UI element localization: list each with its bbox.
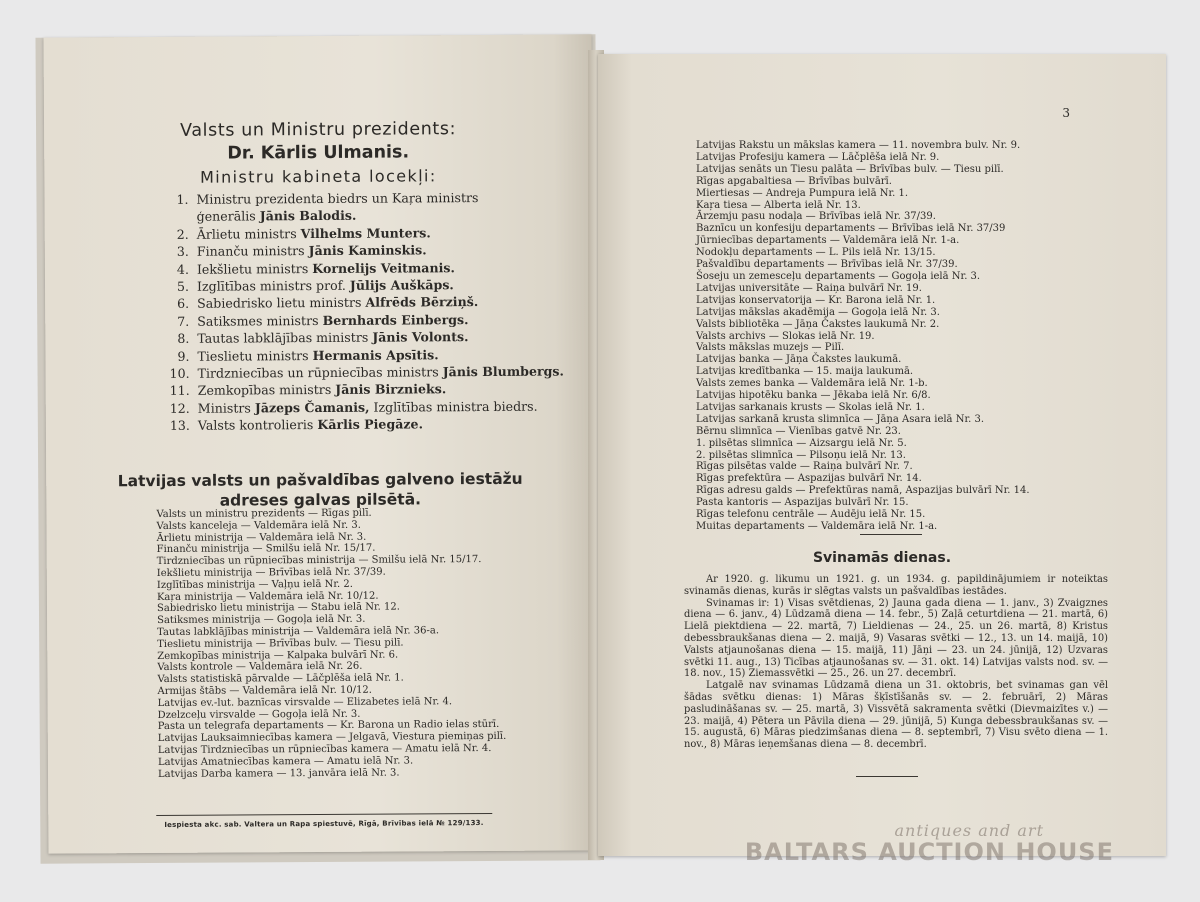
- address-line: Nodokļu departaments — L. Pils ielā Nr. 13/15.: [696, 247, 936, 259]
- minister-text: [197, 242, 427, 261]
- minister-number: 8.: [177, 331, 190, 347]
- minister-text: [198, 416, 423, 435]
- minister-text: [197, 346, 438, 365]
- minister-name: Jūlijs Auškāps.: [349, 277, 454, 293]
- minister-text: [197, 276, 454, 295]
- minister-text: [196, 189, 478, 208]
- page-number: 3: [1062, 106, 1070, 120]
- minister-number: 9.: [177, 348, 190, 364]
- address-line: Zemkopības ministrija — Kalpaka bulvārī Nr. 6.: [157, 649, 399, 662]
- minister-role: Ārlietu ministrs: [196, 225, 301, 242]
- address-line: Latvijas Tirdzniecības un rūpniecības kamera — Amatu ielā Nr. 4.: [157, 742, 492, 756]
- minister-role: Zemkopības ministrs: [197, 382, 336, 399]
- minister-number: 7.: [177, 313, 190, 329]
- holidays-text: [684, 574, 1108, 751]
- address-line: Rīgas adresu galds — Prefektūras namā, Aspazijas bulvārī Nr. 14.: [696, 485, 1030, 497]
- left-page: [44, 34, 597, 853]
- address-line: Pasta kantoris — Aspazijas bulvārī Nr. 15.: [696, 497, 909, 509]
- minister-role: Izglītības ministrs prof.: [196, 277, 350, 294]
- address-line: Latvijas sarkanā krusta slimnīca — Jāņa Asara ielā Nr. 3.: [696, 413, 985, 425]
- address-line: Latvijas Lauksaimniecības kamera — Jelgavā, Viestura piemiņas pilī.: [157, 731, 507, 745]
- address-line: Latvijas Darba kamera — 13. janvāra ielā Nr. 3.: [157, 767, 400, 780]
- minister-role-suffix: Izglītības ministra biedrs.: [369, 398, 538, 415]
- address-line: Dzelzceļu virsvalde — Gogoļa ielā Nr. 3.: [157, 708, 361, 721]
- address-line: Rīgas apgabaltiesa — Brīvības bulvārī.: [696, 175, 892, 187]
- addresses-list-right: [696, 140, 1136, 533]
- address-line: Jūrniecības departaments — Valdemāra ielā Nr. 1-a.: [696, 235, 960, 247]
- minister-name: Hermanis Apsītis.: [312, 346, 439, 363]
- minister-role: Ministrs: [197, 400, 255, 416]
- address-line: Tautas labklājības ministrija — Valdemāra ielā Nr. 36-a.: [157, 625, 440, 638]
- minister-text: [197, 293, 478, 312]
- minister-name: Alfrēds Bērziņš.: [365, 294, 479, 311]
- minister-name: Jānis Balodis.: [259, 208, 357, 224]
- minister-number: 5.: [176, 278, 190, 294]
- minister-role: Ministru prezidenta biedrs un Kaŗa ministrs: [196, 190, 479, 207]
- minister-number: 1.: [176, 191, 189, 207]
- holidays-paragraph: Ar 1920. g. likumu un 1921. g. un 1934. g. papildinājumiem ir noteiktas svinamās dienas, kurās ir slēgtas valsts un pašvaldības iestādes.: [684, 574, 1108, 597]
- section-divider-bottom: [856, 776, 918, 777]
- address-line: Valsts zemes banka — Valdemāra ielā Nr. 1-b.: [696, 378, 928, 390]
- minister-name: Jānis Blumbergs.: [442, 363, 564, 380]
- address-line: Finanču ministrija — Smilšu ielā Nr. 15/17.: [156, 543, 376, 556]
- minister-number: 3.: [176, 244, 189, 260]
- holidays-paragraph: Svinamas ir: 1) Visas svētdienas, 2) Jauna gada diena — 1. janv., 3) Zvaigznes diena — 6. janv., 4) Lūdzamā diena — 14. febr., 5) Zaļā ceturtdiena — 21. martā, 6) Lielā piektdiena — 22. martā, 7) Lieldienas — 24., 25. un 26. martā, 8) Kristus debessbraukšanas diena — 2. maijā, 9) Vasaras svētki — 12., 13. un 14. maijā, 10) Valsts atjaunošanas diena — 15. maijā, 11) Jāņi — 23. un 24. jūnijā, 12) Uzvaras svētki 11. aug., 13) Ticības atjaunošanas sv. — 31. okt. 14) Latvijas valsts nod. sv. — 18. nov., 15) Ziemassvētki — 25., 26. un 27. decembrī.: [684, 597, 1108, 680]
- watermark-tagline: antiques and art: [894, 821, 1044, 840]
- address-line: Latvijas banka — Jāņa Čakstes laukumā.: [696, 354, 902, 366]
- address-line: Baznīcu un konfesiju departaments — Brīvības ielā Nr. 37/39: [696, 223, 1006, 235]
- addresses-heading-line2: adreses galvas pilsētā.: [219, 490, 422, 510]
- heading-president-name: Dr. Kārlis Ulmanis.: [227, 142, 410, 164]
- address-line: Miertiesas — Andreja Pumpura ielā Nr. 1.: [696, 187, 909, 199]
- address-line: Valsts kanceleja — Valdemāra ielā Nr. 3.: [156, 519, 361, 532]
- minister-number: 4.: [176, 261, 189, 277]
- address-line: Kaŗa ministrija — Valdemāra ielā Nr. 10/12.: [156, 590, 379, 603]
- minister-number: 12.: [169, 400, 190, 416]
- addresses-heading-line1: Latvijas valsts un pašvaldības galveno iestāžu: [117, 469, 523, 491]
- heading-president-title: Valsts un Ministru prezidents:: [180, 119, 457, 141]
- address-line: Valsts kontrole — Valdemāra ielā Nr. 26.: [157, 661, 363, 674]
- minister-text: [197, 224, 431, 243]
- holidays-heading: Svinamās dienas.: [812, 550, 952, 566]
- minister-name: Kornelijs Veitmanis.: [312, 259, 455, 276]
- addresses-heading: [46, 468, 594, 511]
- minister-row: [162, 397, 582, 417]
- minister-row: [162, 415, 582, 435]
- address-line: Muitas departaments — Valdemāra ielā Nr. 1-a.: [696, 521, 938, 532]
- minister-role: Tautas labklājības ministrs: [197, 329, 373, 346]
- address-line: Pašvaldību departaments — Brīvības ielā Nr. 37/39.: [696, 259, 958, 271]
- address-line: Rīgas telefonu centrāle — Audēju ielā Nr. 15.: [696, 509, 926, 521]
- minister-text: [197, 311, 468, 330]
- address-line: Armijas štābs — Valdemāra ielā Nr. 10/12.: [157, 684, 372, 697]
- address-line: Latvijas sarkanais krusts — Skolas ielā Nr. 1.: [696, 401, 925, 413]
- address-line: Sabiedrisko lietu ministrija — Stabu ielā Nr. 12.: [156, 601, 400, 615]
- imprint-rule: [156, 813, 492, 816]
- minister-name: Jāzeps Čamanis,: [254, 399, 370, 416]
- minister-number: 6.: [177, 296, 190, 312]
- address-line: Latvijas mākslas akadēmija — Gogoļa ielā Nr. 3.: [696, 306, 940, 318]
- address-line: Valsts bibliotēka — Jāņa Čakstes laukumā Nr. 2.: [696, 318, 940, 330]
- address-line: Kaŗa tiesa — Alberta ielā Nr. 13.: [696, 199, 861, 211]
- address-line: Iekšlietu ministrija — Brīvības ielā Nr. 37/39.: [156, 566, 386, 579]
- address-line: Valsts statistiskā pārvalde — Lāčplēša ielā Nr. 1.: [157, 672, 404, 686]
- minister-role: Finanču ministrs: [196, 243, 309, 259]
- minister-name: Jānis Kaminskis.: [308, 242, 427, 259]
- minister-text: [198, 381, 447, 400]
- minister-text: [198, 398, 538, 417]
- ministers-list: [160, 188, 581, 434]
- addresses-list-left: [156, 506, 578, 780]
- imprint-line: Iespiesta akc. sab. Valtera un Rapa spiestuvē, Rīgā, Brīvības ielā № 129/133.: [164, 819, 484, 829]
- minister-role: Satiksmes ministrs: [197, 312, 323, 329]
- address-line: Valsts mākslas muzejs — Pilī.: [696, 342, 845, 354]
- minister-name: Vilhelms Munters.: [300, 225, 431, 241]
- address-line: Ārlietu ministrija — Valdemāra ielā Nr. 3.: [156, 531, 367, 544]
- address-line: Latvijas Rakstu un mākslas kamera — 11. novembra bulv. Nr. 9.: [696, 140, 1021, 151]
- address-line: Latvijas Profesiju kamera — Lāčplēša ielā Nr. 9.: [696, 151, 940, 163]
- address-line: Rīgas pilsētas valde — Raiņa bulvārī Nr. 7.: [696, 461, 913, 473]
- minister-role: Valsts kontrolieris: [197, 417, 318, 434]
- minister-text: [197, 259, 455, 278]
- address-line: Bērnu slimnīca — Vienības gatvē Nr. 23.: [696, 425, 901, 437]
- address-line: Šoseju un zemesceļu departaments — Gogoļa ielā Nr. 3.: [696, 270, 981, 282]
- address-line: Latvijas universitāte — Raiņa bulvārī Nr. 19.: [696, 282, 922, 294]
- minister-role: Tieslietu ministrs: [197, 347, 313, 364]
- address-line: Latvijas kredītbanka — 15. maija laukumā.: [696, 366, 914, 378]
- minister-name: Kārlis Piegāze.: [317, 416, 423, 433]
- minister-name: Bernhards Einbergs.: [322, 311, 469, 328]
- address-line: Tirdzniecības un rūpniecības ministrija — Smilšu ielā Nr. 15/17.: [156, 554, 482, 568]
- minister-name: Jānis Birznieks.: [335, 381, 447, 398]
- right-page: [598, 54, 1166, 856]
- address-line: Pasta un telegrafa departaments — Kr. Barona un Radio ielas stūrī.: [157, 719, 500, 733]
- minister-name: Jānis Volonts.: [372, 329, 469, 345]
- minister-text: [197, 328, 468, 347]
- address-line: Ārzemju pasu nodaļa — Brīvības ielā Nr. 37/39.: [696, 211, 936, 223]
- minister-role: Sabiedrisko lietu ministrs: [197, 295, 366, 312]
- minister-rank: ģenerālis: [196, 208, 260, 225]
- minister-row: [162, 362, 582, 382]
- address-line: Rīgas prefektūra — Aspazijas bulvārī Nr. 14.: [696, 473, 922, 485]
- address-line: Latvijas hipotēku banka — Jēkaba ielā Nr. 6/8.: [696, 390, 931, 402]
- address-line: Latvijas konservatorija — Kr. Barona ielā Nr. 1.: [696, 294, 936, 306]
- minister-role: Iekšlietu ministrs: [196, 260, 313, 277]
- address-line: Latvijas senāts un Tiesu palāta — Brīvības bulv. — Tiesu pilī.: [696, 163, 1004, 175]
- address-line: 1. pilsētas slimnīca — Aizsargu ielā Nr. 5.: [696, 437, 907, 449]
- minister-text: [198, 363, 564, 383]
- minister-number: 11.: [169, 383, 190, 399]
- holidays-paragraph: Latgalē nav svinamas Lūdzamā diena un 31. oktobris, bet svinamas gan vēl šādas svētku dienas: 1) Māras šķīstīšanās sv. — 2. februārī, 2) Māras pasludināšanas sv. — 25. martā, 3) Vissvētā sakramenta svētki (Dievmaizītes v.) — 23. maijā, 4) Pētera un Pāvila diena — 29. jūnijā, 5) Kunga debessbraukšanas sv. — 15. augustā, 6) Māras piedzimšanas diena — 8. septembrī, 7) Visu svēto diena — 1. nov., 8) Māras ieņemšanas diena — 8. decembrī.: [684, 680, 1108, 751]
- section-divider-top: [860, 534, 922, 535]
- cabinet-heading: Ministru kabineta locekļi:: [199, 166, 437, 187]
- minister-role: Tirdzniecības un rūpniecības ministrs: [197, 364, 443, 381]
- address-line: 2. pilsētas slimnīca — Pilsoņu ielā Nr. 13.: [696, 449, 906, 461]
- address-line: Satiksmes ministrija — Gogoļa ielā Nr. 3.: [157, 613, 366, 627]
- watermark-brand: BALTARS AUCTION HOUSE: [744, 838, 1114, 866]
- minister-number: 10.: [169, 365, 190, 381]
- minister-number: 13.: [169, 418, 190, 434]
- address-line: Valsts un ministru prezidents — Rīgas pilī.: [156, 507, 372, 521]
- address-line: Latvijas Amatniecības kamera — Amatu ielā Nr. 3.: [157, 755, 414, 768]
- address-line: Latvijas ev.-lut. baznīcas virsvalde — Elizabetes ielā Nr. 4.: [157, 695, 453, 709]
- watermark: [745, 821, 1114, 866]
- address-line: Valsts archivs — Slokas ielā Nr. 19.: [696, 330, 875, 342]
- address-line: Tieslietu ministrija — Brīvības bulv. — Tiesu pilī.: [157, 637, 404, 650]
- minister-number: 2.: [176, 226, 189, 242]
- address-line: Izglītības ministrija — Vaļņu ielā Nr. 2.: [156, 578, 353, 591]
